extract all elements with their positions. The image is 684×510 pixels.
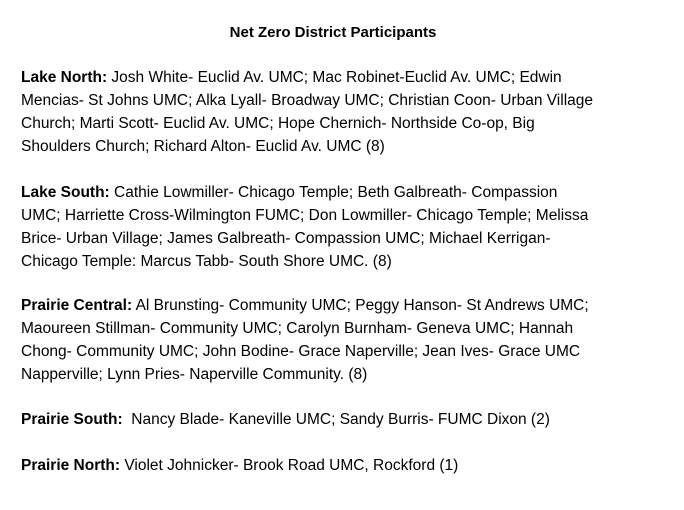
section-text: Josh White- Euclid Av. UMC; Mac Robinet-Euclid Av. UMC; Edwin xyxy=(107,69,562,86)
section-text: Shoulders Church; Richard Alton- Euclid Av. UMC (8) xyxy=(21,138,385,155)
section-label: Lake South: xyxy=(21,184,110,201)
section-lake-north xyxy=(21,66,661,158)
section-text: Church; Marti Scott- Euclid Av. UMC; Hope Chernich- Northside Co-op, Big xyxy=(21,115,535,132)
section-text: UMC; Harriette Cross-Wilmington FUMC; Don Lowmiller- Chicago Temple; Melissa xyxy=(21,207,589,224)
section-prairie-north xyxy=(21,454,661,477)
section-text: Maoureen Stillman- Community UMC; Carolyn Burnham- Geneva UMC; Hannah xyxy=(21,320,574,337)
section-first-line xyxy=(21,408,661,431)
section-label: Prairie South: xyxy=(21,411,123,428)
section-text: Nancy Blade- Kaneville UMC; Sandy Burris- FUMC Dixon (2) xyxy=(122,411,550,428)
section-text: Cathie Lowmiller- Chicago Temple; Beth Galbreath- Compassion xyxy=(109,184,558,201)
section-first-line xyxy=(21,454,661,477)
section-first-line xyxy=(21,66,661,89)
section-text: Violet Johnicker- Brook Road UMC, Rockford (1) xyxy=(120,457,459,474)
section-prairie-south xyxy=(21,408,661,431)
section-text: Napperville; Lynn Pries- Naperville Community. (8) xyxy=(21,366,368,383)
section-label: Lake North: xyxy=(21,69,108,86)
section-text: Chicago Temple: Marcus Tabb- South Shore UMC. (8) xyxy=(21,253,392,270)
section-label: Prairie Central: xyxy=(21,297,133,314)
section-prairie-central xyxy=(21,294,661,386)
section-lake-south xyxy=(21,181,661,273)
section-text: Chong- Community UMC; John Bodine- Grace Naperville; Jean Ives- Grace UMC xyxy=(21,343,581,360)
section-label: Prairie North: xyxy=(21,457,121,474)
document-title: Net Zero District Participants xyxy=(229,24,437,41)
section-first-line xyxy=(21,181,661,204)
section-text: Al Brunsting- Community UMC; Peggy Hanson- St Andrews UMC; xyxy=(132,297,589,314)
section-text: Brice- Urban Village; James Galbreath- Compassion UMC; Michael Kerrigan- xyxy=(21,230,551,247)
section-first-line xyxy=(21,294,661,317)
section-text: Mencias- St Johns UMC; Alka Lyall- Broadway UMC; Christian Coon- Urban Village xyxy=(21,92,593,109)
